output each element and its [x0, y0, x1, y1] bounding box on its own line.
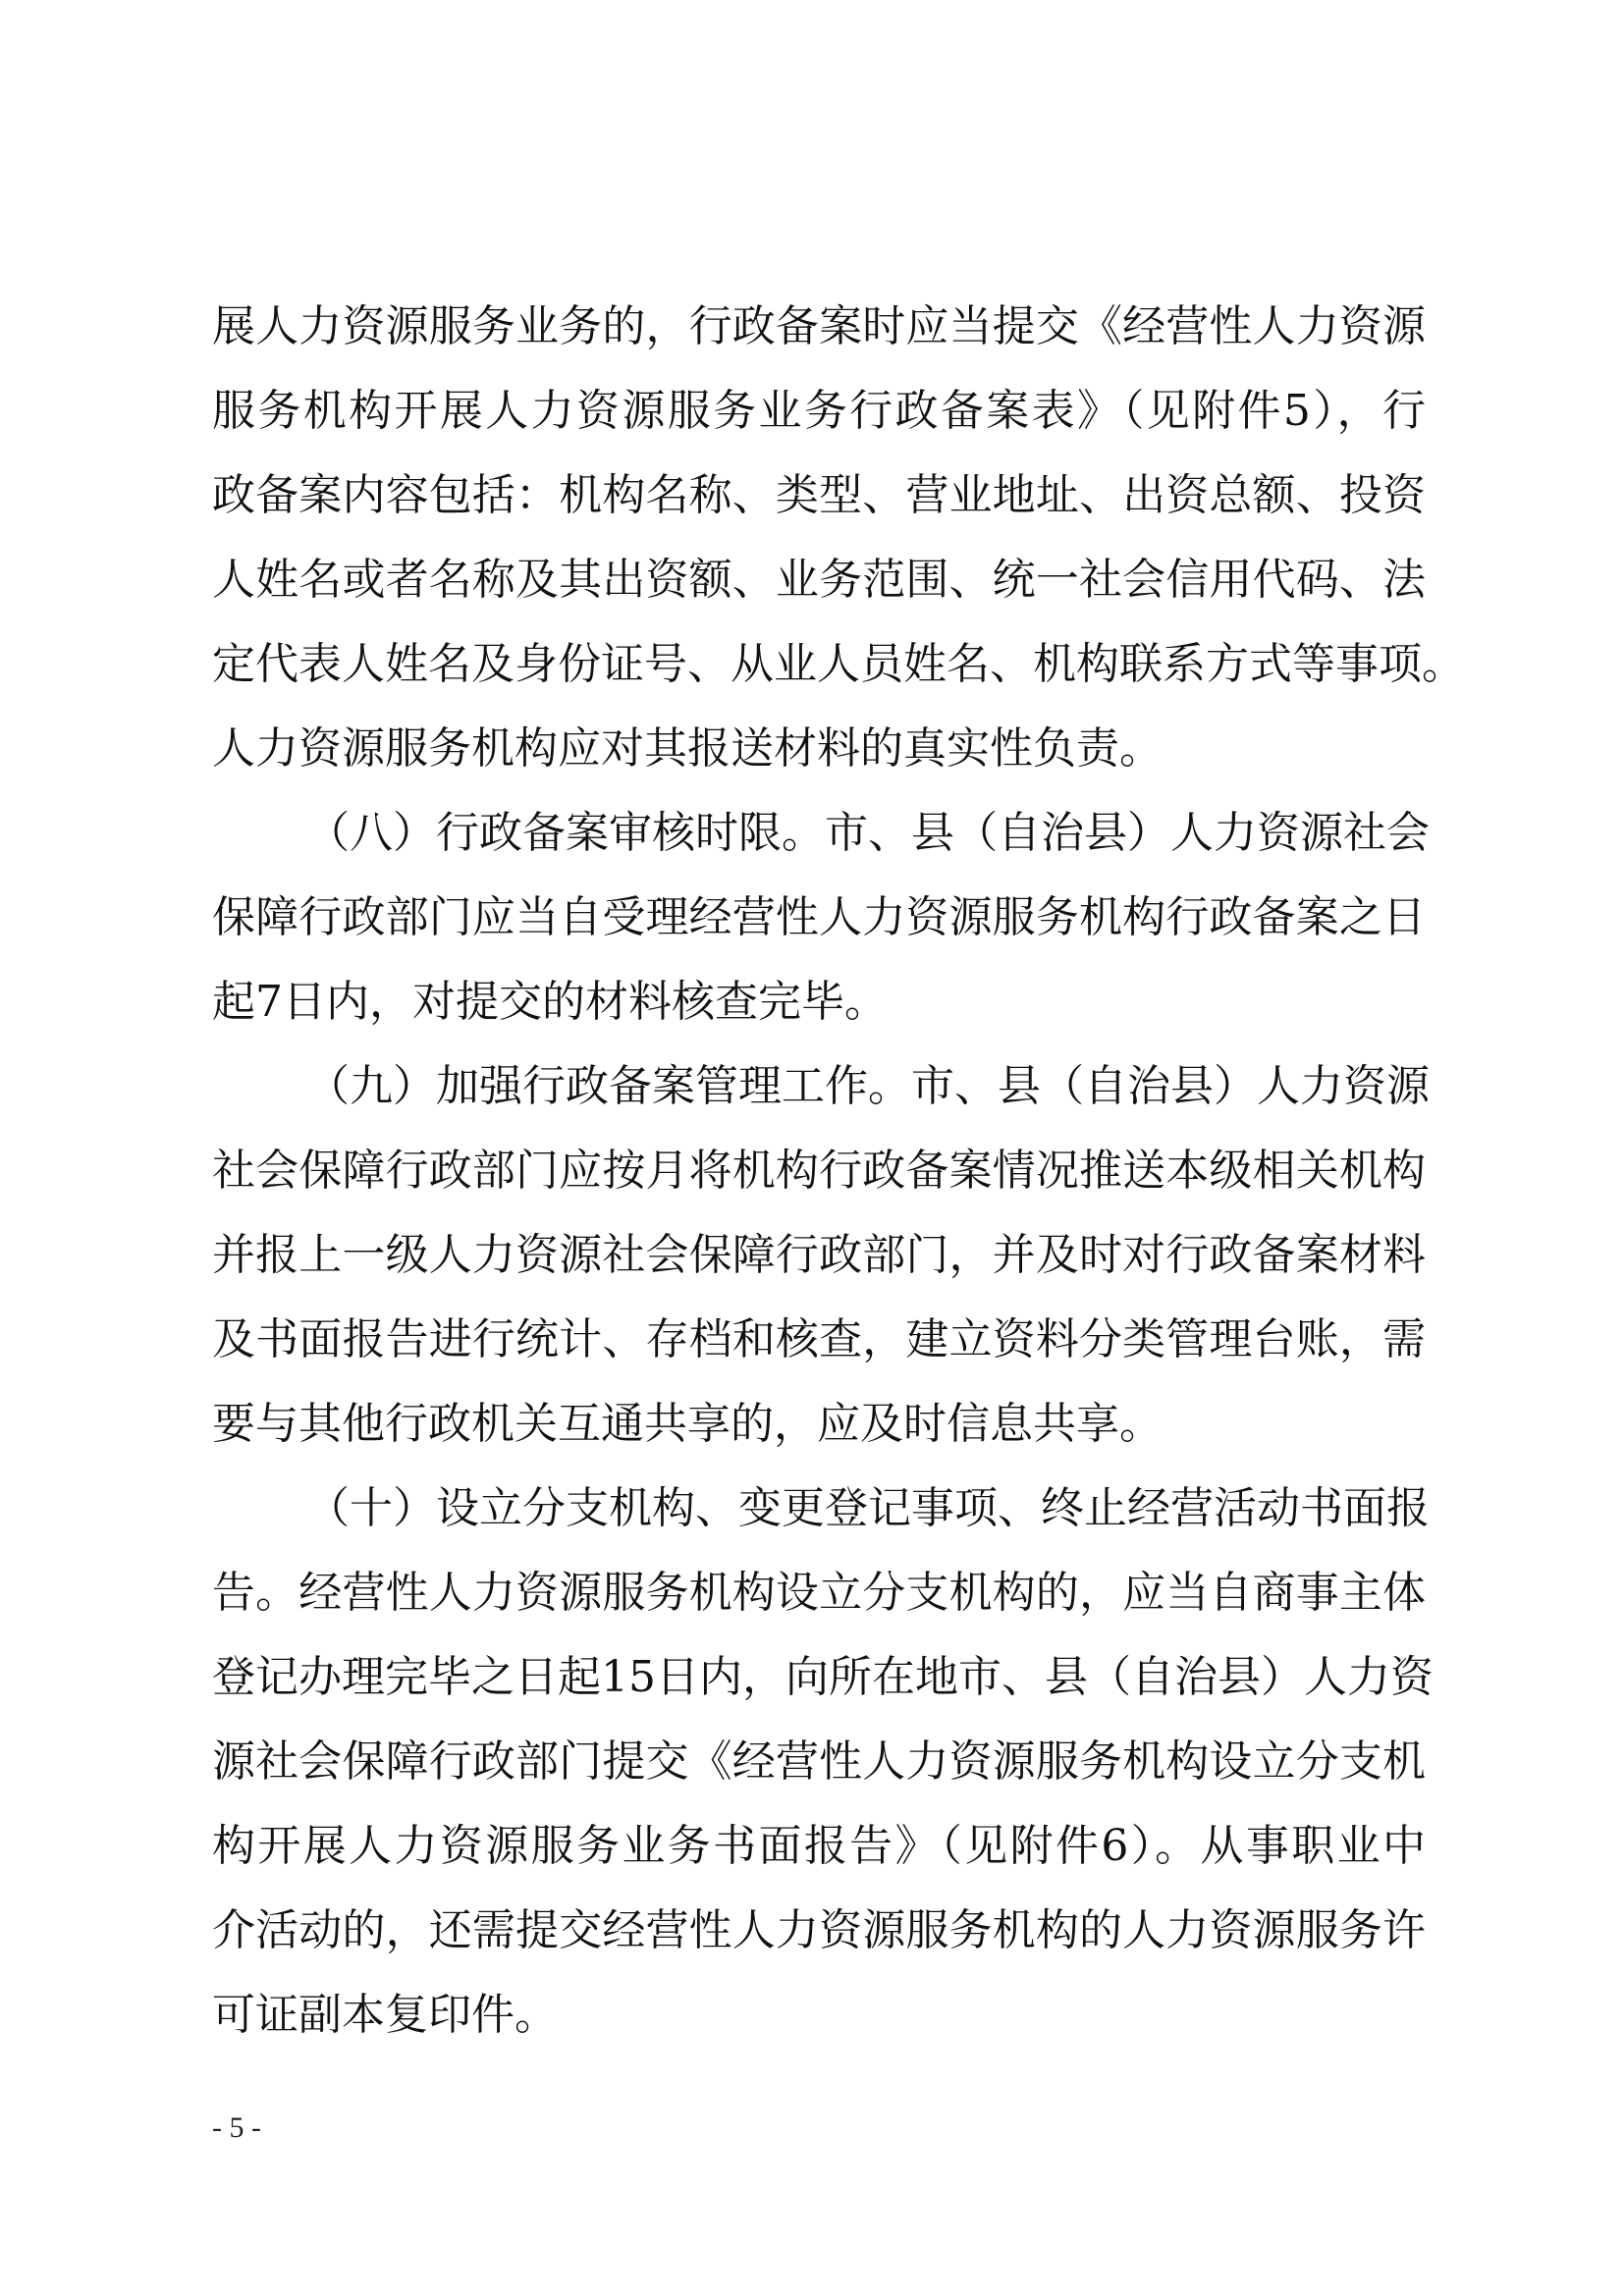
text-line: 政备案内容包括：机构名称、类型、营业地址、出资总额、投资: [212, 470, 1426, 520]
text-line: 介活动的，还需提交经营性人力资源服务机构的人力资源服务许: [212, 1905, 1426, 1955]
text-line: 要与其他行政机关互通共享的，应及时信息共享。: [212, 1399, 1163, 1449]
text-line: 起7日内，对提交的材料核查完毕。: [212, 977, 888, 1027]
text-line: 源社会保障行政部门提交《经营性人力资源服务机构设立分支机: [212, 1736, 1426, 1787]
text-line: 人力资源服务机构应对其报送材料的真实性负责。: [212, 723, 1163, 774]
page-number: - 5 -: [212, 2111, 261, 2144]
text-line: 服务机构开展人力资源服务业务行政备案表》（见附件5），行: [212, 386, 1426, 436]
text-line: 保障行政部门应当自受理经营性人力资源服务机构行政备案之日: [212, 892, 1426, 942]
text-line: 定代表人姓名及身份证号、从业人员姓名、机构联系方式等事项。: [212, 639, 1465, 689]
text-line: 可证副本复印件。: [212, 1990, 558, 2040]
text-line: 人姓名或者名称及其出资额、业务范围、统一社会信用代码、法: [212, 555, 1426, 605]
text-line: 展人力资源服务业务的，行政备案时应当提交《经营性人力资源: [212, 301, 1426, 351]
text-line: 登记办理完毕之日起15日内，向所在地市、县（自治县）人力资: [212, 1652, 1434, 1702]
section-heading-line: （十）设立分支机构、变更登记事项、终止经营活动书面报: [306, 1483, 1430, 1533]
section-heading-line: （九）加强行政备案管理工作。市、县（自治县）人力资源: [306, 1061, 1430, 1111]
text-line: 告。经营性人力资源服务机构设立分支机构的，应当自商事主体: [212, 1568, 1426, 1618]
section-heading-line: （八）行政备案审核时限。市、县（自治县）人力资源社会: [306, 808, 1430, 858]
text-line: 构开展人力资源服务业务书面报告》（见附件6）。从事职业中: [212, 1821, 1426, 1871]
text-line: 及书面报告进行统计、存档和核查，建立资料分类管理台账，需: [212, 1314, 1426, 1364]
document-body: [212, 285, 1465, 2057]
text-line: 社会保障行政部门应按月将机构行政备案情况推送本级相关机构: [212, 1146, 1426, 1196]
text-line: 并报上一级人力资源社会保障行政部门，并及时对行政备案材料: [212, 1230, 1426, 1280]
